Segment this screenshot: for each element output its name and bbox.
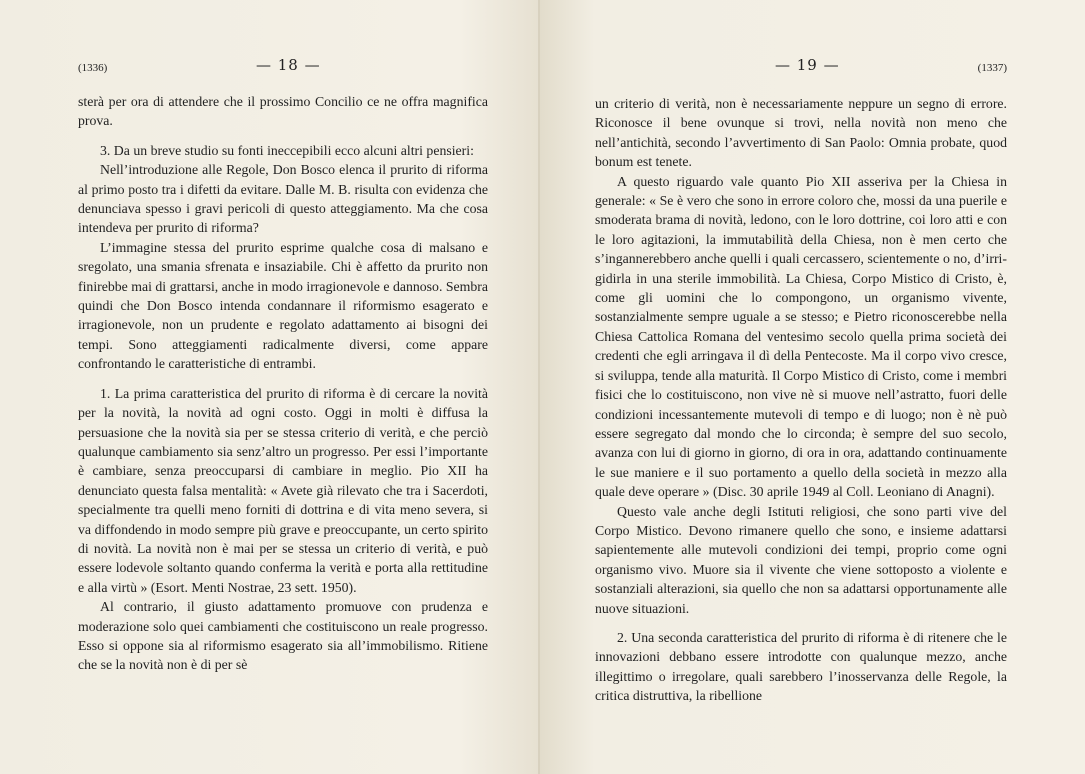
left-paragraph-2: 3. Da un breve studio su fonti ineccepibili ecco alcuni altri pensieri:: [100, 142, 474, 158]
left-page-number: — 18 —: [256, 56, 321, 74]
left-paragraph-6: Al contrario, il giusto adattamento promuove con prudenza e moderazione solo quei cambiamenti che costituiscono un reale progresso. Esso si oppone sia al riformismo esagerato sia all’immobilismo. Ritiene che se la novità non è di per sè: [78, 599, 488, 673]
right-paragraph-4: 2. Una seconda caratteristica del prurito di riforma è di ritenere che le innovazioni debbano essere introdotte con qualunque mezzo, anche illegittimo o irregolare, quali sarebbero l’inosservanza delle Regole, la critica distruttiva, la ribellione: [595, 629, 1007, 704]
right-paragraph-1: un criterio di verità, non è necessariamente neppure un segno di errore. Riconosce il bene ovunque si trovi, nella novità non meno che nell’antichità, secondo l’avvertimento di San Paolo: Omnia probate, quod bonum est tenete.: [595, 96, 1007, 170]
right-paragraph-2: A questo riguardo vale quanto Pio XII asseriva per la Chiesa in generale: « Se è vero che sono in errore coloro che, mossi da una puerile e smoderata brama di novità, ledono, con le loro dottrine, coi loro atti e con le loro agitazioni, la immutabilità della Chiesa, non è men certo che s’ingannerebbero anche quelli i quali cercassero, scientemente o no, d’irrigidirla in una sterile immobilità. La Chiesa, Corpo Mistico di Cristo, è, come gli uomini che lo compongono, un organismo vivente, sostanzialmente sempre uguale a se stesso; e Pietro riconoscerebbe nella Chiesa Cattolica Romana del ventesimo secolo quella prima società dei credenti che egli arringava il dì della Pentecoste. Ma il corpo vivo cresce, si sviluppa, tende alla maturità. Il Corpo Mistico di Cristo, come i membri fisici che lo costituiscono, non vive nè si muove nell’astratto, fuori delle condizioni incessantemente mutevoli di tempo e di luogo; non è nè può essere segregato dal mondo che lo circonda; è sempre del suo secolo, avanza con lui di giorno in giorno, di ora in ora, adattando continuamente le sue maniere e il suo portamento a quello della società in mezzo alla quale deve operare » (Disc. 30 aprile 1949 al Coll. Leoniano di Anagni).: [595, 173, 1007, 500]
left-page-header: [78, 52, 488, 80]
right-page-body: [595, 94, 1007, 706]
left-paragraph-5: 1. La prima caratteristica del prurito di riforma è di cercare la novità per la novità, la novità ad ogni costo. Oggi in molti è diffusa la persuasione che la novità sia per se stessa criterio di verità, e che perciò qualunque cambiamento sia senz’altro un progresso. Per essi l’importante è cambiare, senza preoccuparsi di cambiare in meglio. Pio XII ha denunciato questa falsa mentalità: « Avete già rilevato che tra i Sacerdoti, specialmente tra quelli meno forniti di dottrina e di vita meno severa, si va diffondendo in modo sempre più grave e preoccupante, un certo spirito di novità. La novità non è mai per se stessa un criterio di verità, e può essere lodevole soltanto quando conferma la verità e porta alla rettitudine e alla virtù » (Esort. Menti Nostrae, 23 sett. 1950).: [78, 385, 488, 595]
right-page-header: [595, 52, 1007, 80]
left-page: [0, 0, 540, 774]
left-page-body: [78, 92, 488, 675]
left-paragraph-4: L’immagine stessa del prurito esprime qualche cosa di malsano e sregolato, una smania sfrenata e insaziabile. Chi è affetto da prurito non finirebbe mai di grattarsi, anche in modo irragionevole e dannoso. Sembra quindi che Don Bosco intenda condannare il riformismo esagerato e irragionevole, non un prudente e regolato adattamento ai bisogni dei tempi. Sono atteggiamenti radicalmente diversi, come appare confrontando le caratteristiche di entrambi.: [78, 239, 488, 372]
right-page: [540, 0, 1085, 774]
right-page-number: — 19 —: [775, 56, 840, 74]
left-paragraph-1: sterà per ora di attendere che il prossimo Concilio ce ne offra magnifica prova.: [78, 94, 488, 129]
right-paragraph-3: Questo vale anche degli Istituti religiosi, che sono parti vive del Corpo Mistico. Devono rimanere quello che sono, e insieme adattarsi sapientemente alle mutevoli condizioni dei tempi, proprio come ogni organismo vivo. Muore sia il vivente che viene sottoposto a violente e sostanziali alterazioni, sia quello che non sa adattarsi opportunamente alle nuove situazioni.: [595, 503, 1007, 616]
left-paragraph-3: Nell’introduzione alle Regole, Don Bosco elenca il prurito di riforma al primo posto tra i difetti da evitare. Dalle M. B. risulta con evidenza che denunciava spesso i gravi pericoli di questo atteggiamento. Ma che cosa intendeva per prurito di riforma?: [78, 162, 488, 236]
left-page-code: (1336): [78, 62, 108, 74]
right-page-code: (1337): [977, 62, 1007, 74]
